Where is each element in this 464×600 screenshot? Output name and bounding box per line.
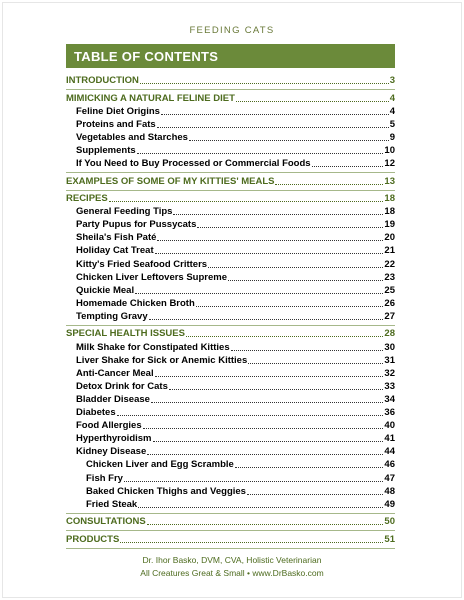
dot-leader bbox=[137, 152, 384, 154]
dot-leader bbox=[169, 388, 384, 390]
toc-entry-label: Fried Steak bbox=[86, 498, 138, 510]
toc-entry-page-number: 47 bbox=[384, 472, 395, 484]
toc-entry-page-number: 30 bbox=[384, 341, 395, 353]
toc-entry-label: General Feeding Tips bbox=[76, 206, 173, 218]
toc-entry-page-number: 18 bbox=[384, 206, 395, 218]
dot-leader bbox=[120, 541, 383, 543]
toc-entry[interactable] bbox=[76, 367, 395, 380]
toc-heading: TABLE OF CONTENTS bbox=[74, 49, 219, 64]
toc-entry-label: RECIPES bbox=[66, 193, 108, 204]
dot-leader bbox=[189, 139, 389, 141]
toc-entry-page-number: 51 bbox=[384, 533, 395, 545]
toc-entry-label: Detox Drink for Cats bbox=[76, 380, 168, 392]
toc-entry-page-number: 49 bbox=[384, 498, 395, 510]
dot-leader bbox=[138, 506, 383, 508]
dot-leader bbox=[157, 239, 383, 241]
toc-entry-label: Milk Shake for Constipated Kitties bbox=[76, 341, 230, 353]
dot-leader bbox=[153, 440, 384, 442]
dot-leader bbox=[196, 305, 384, 307]
section-divider bbox=[66, 89, 395, 90]
toc-entry-label: Anti-Cancer Meal bbox=[76, 367, 154, 379]
section-divider bbox=[66, 513, 395, 514]
toc-entry-page-number: 5 bbox=[389, 118, 395, 130]
footer-website-line: All Creatures Great & Small • www.DrBasko.com bbox=[140, 568, 324, 578]
dot-leader bbox=[186, 335, 383, 337]
toc-entry-page-number: 33 bbox=[384, 380, 395, 392]
toc-entry[interactable] bbox=[76, 419, 395, 432]
toc-entry[interactable] bbox=[76, 205, 395, 218]
toc-entry-label: Sheila's Fish Paté bbox=[76, 232, 157, 244]
footer-author-line: Dr. Ihor Basko, DVM, CVA, Holistic Veterinarian bbox=[142, 555, 322, 565]
toc-entry[interactable] bbox=[86, 498, 395, 511]
dot-leader bbox=[231, 349, 384, 351]
toc-entry-page-number: 4 bbox=[389, 105, 395, 117]
toc-entry-page-number: 34 bbox=[384, 393, 395, 405]
dot-leader bbox=[151, 401, 383, 403]
toc-entry-label: Bladder Disease bbox=[76, 393, 150, 405]
toc-entry-label: Supplements bbox=[76, 144, 136, 156]
dot-leader bbox=[147, 453, 383, 455]
toc-entry[interactable] bbox=[76, 144, 395, 157]
dot-leader bbox=[124, 480, 383, 482]
toc-entry-label: Baked Chicken Thighs and Veggies bbox=[86, 485, 246, 497]
toc-entry[interactable] bbox=[76, 118, 395, 131]
toc-entry[interactable] bbox=[76, 354, 395, 367]
toc-entry-page-number: 41 bbox=[384, 433, 395, 445]
toc-heading-band bbox=[66, 44, 395, 68]
toc-entry-label: Kidney Disease bbox=[76, 446, 147, 458]
toc-entry-page-number: 20 bbox=[384, 232, 395, 244]
dot-leader bbox=[228, 279, 383, 281]
toc-entry[interactable] bbox=[76, 231, 395, 244]
toc-entry[interactable] bbox=[76, 380, 395, 393]
toc-entry[interactable] bbox=[76, 244, 395, 257]
toc-entry-label: Chicken Liver and Egg Scramble bbox=[86, 459, 234, 471]
toc-entry-label: Hyperthyroidism bbox=[76, 433, 152, 445]
toc-entry[interactable] bbox=[76, 341, 395, 354]
toc-entry-page-number: 13 bbox=[384, 175, 395, 187]
dot-leader bbox=[155, 252, 384, 254]
toc-entry-page-number: 40 bbox=[384, 420, 395, 432]
toc-entry[interactable] bbox=[86, 458, 395, 471]
dot-leader bbox=[109, 200, 384, 202]
dot-leader bbox=[235, 466, 384, 468]
toc-entry-page-number: 27 bbox=[384, 310, 395, 322]
toc-entry-page-number: 19 bbox=[384, 219, 395, 231]
toc-entry-label: PRODUCTS bbox=[66, 533, 120, 545]
section-divider bbox=[66, 530, 395, 531]
toc-entry-label: Liver Shake for Sick or Anemic Kitties bbox=[76, 354, 248, 366]
toc-section-entry[interactable] bbox=[66, 327, 395, 340]
toc-section-entry[interactable] bbox=[66, 92, 395, 105]
toc-entry-page-number: 4 bbox=[389, 92, 395, 104]
dot-leader bbox=[197, 226, 383, 228]
toc-entry-label: Proteins and Fats bbox=[76, 118, 156, 130]
toc-section-entry[interactable] bbox=[66, 74, 395, 87]
toc-entry[interactable] bbox=[76, 131, 395, 144]
toc-entry-label: Tempting Gravy bbox=[76, 310, 148, 322]
toc-entry-page-number: 22 bbox=[384, 258, 395, 270]
toc-entry-label: MIMICKING A NATURAL FELINE DIET bbox=[66, 92, 235, 104]
dot-leader bbox=[208, 266, 383, 268]
section-divider bbox=[66, 190, 395, 191]
section-divider bbox=[66, 172, 395, 173]
toc-entry-page-number: 50 bbox=[384, 516, 395, 528]
toc-entry[interactable] bbox=[76, 218, 395, 231]
toc-section-entry[interactable] bbox=[66, 192, 395, 205]
dot-leader bbox=[149, 318, 384, 320]
toc-entry[interactable] bbox=[76, 393, 395, 406]
toc-entry-label: Homemade Chicken Broth bbox=[76, 297, 195, 309]
dot-leader bbox=[312, 165, 384, 167]
toc-entry-page-number: 48 bbox=[384, 485, 395, 497]
toc-entry-page-number: 23 bbox=[384, 271, 395, 283]
dot-leader bbox=[275, 183, 383, 185]
toc-entry[interactable] bbox=[76, 157, 395, 170]
toc-entry-label: Chicken Liver Leftovers Supreme bbox=[76, 271, 227, 283]
dot-leader bbox=[161, 113, 389, 115]
footer-divider bbox=[66, 548, 395, 549]
toc-entry[interactable] bbox=[76, 271, 395, 284]
toc-entry-page-number: 44 bbox=[384, 446, 395, 458]
toc-entry-label: Feline Diet Origins bbox=[76, 105, 160, 117]
toc-entry[interactable] bbox=[76, 284, 395, 297]
toc-entry[interactable] bbox=[86, 472, 395, 485]
toc-entry-label: Diabetes bbox=[76, 407, 116, 418]
dot-leader bbox=[236, 100, 389, 102]
dot-leader bbox=[247, 493, 383, 495]
toc-entry[interactable] bbox=[76, 297, 395, 310]
dot-leader bbox=[248, 362, 383, 364]
toc-entry-page-number: 18 bbox=[384, 193, 395, 204]
dot-leader bbox=[147, 523, 384, 525]
toc-section-entry[interactable] bbox=[66, 515, 395, 528]
dot-leader bbox=[143, 427, 384, 429]
toc-entry-page-number: 10 bbox=[384, 144, 395, 156]
toc-entry-page-number: 21 bbox=[384, 245, 395, 257]
toc-entry[interactable] bbox=[76, 406, 395, 419]
toc-entry-label: Fish Fry bbox=[86, 472, 123, 484]
toc-entry-label: Quickie Meal bbox=[76, 284, 135, 296]
section-divider bbox=[66, 325, 395, 326]
toc-entry-label: Vegetables and Starches bbox=[76, 131, 188, 143]
dot-leader bbox=[157, 126, 389, 128]
dot-leader bbox=[135, 292, 383, 294]
toc-entry-label: If You Need to Buy Processed or Commercial Foods bbox=[76, 158, 311, 169]
toc-entry[interactable] bbox=[76, 432, 395, 445]
dot-leader bbox=[173, 213, 383, 215]
toc-entry-page-number: 26 bbox=[384, 297, 395, 309]
toc-entry-page-number: 46 bbox=[384, 459, 395, 471]
toc-entry[interactable] bbox=[76, 258, 395, 271]
toc-entry-page-number: 31 bbox=[384, 354, 395, 366]
toc-section-entry[interactable] bbox=[66, 533, 395, 546]
toc-section-entry[interactable] bbox=[66, 175, 395, 188]
toc-entry[interactable] bbox=[76, 445, 395, 458]
toc-entry-label: EXAMPLES OF SOME OF MY KITTIES' MEALS bbox=[66, 175, 275, 187]
dot-leader bbox=[117, 414, 384, 416]
toc-entry-label: INTRODUCTION bbox=[66, 75, 139, 86]
toc-entry-label: Food Allergies bbox=[76, 420, 142, 432]
toc-entry-page-number: 12 bbox=[384, 158, 395, 169]
toc-entry-page-number: 36 bbox=[384, 407, 395, 418]
toc-entry[interactable] bbox=[76, 310, 395, 323]
toc-entry-page-number: 32 bbox=[384, 367, 395, 379]
toc-entry[interactable] bbox=[86, 485, 395, 498]
toc-entry-label: Kitty's Fried Seafood Critters bbox=[76, 258, 208, 270]
dot-leader bbox=[155, 375, 384, 377]
toc-entry-label: Party Pupus for Pussycats bbox=[76, 219, 197, 231]
toc-entry-page-number: 25 bbox=[384, 284, 395, 296]
toc-entry-label: CONSULTATIONS bbox=[66, 516, 146, 528]
running-header: FEEDING CATS bbox=[189, 25, 275, 36]
toc-entry-page-number: 3 bbox=[389, 75, 395, 86]
toc-entry-label: SPECIAL HEALTH ISSUES bbox=[66, 328, 185, 340]
toc-entry[interactable] bbox=[76, 105, 395, 118]
toc-entry-page-number: 9 bbox=[389, 131, 395, 143]
dot-leader bbox=[140, 82, 389, 84]
toc-entry-label: Holiday Cat Treat bbox=[76, 245, 154, 257]
toc-entry-page-number: 28 bbox=[384, 328, 395, 340]
